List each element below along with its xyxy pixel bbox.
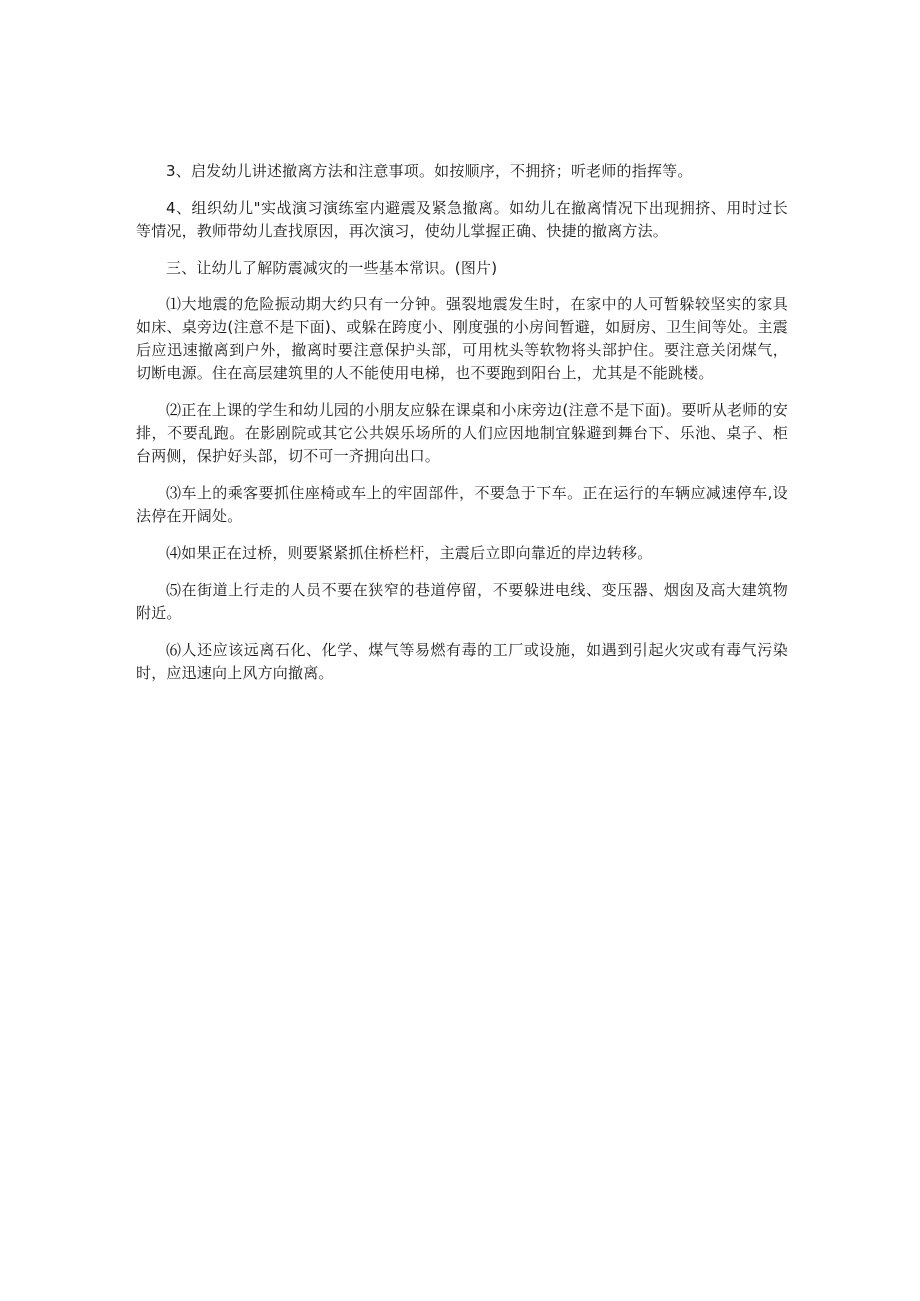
paragraph-item-6: ⑹人还应该远离石化、化学、煤气等易燃有毒的工厂或设施，如遇到引起火灾或有毒气污染时，应迅速向上风方向撤离。 [136, 641, 788, 682]
paragraph-item-4: ⑷如果正在过桥，则要紧紧抓住桥栏杆，主震后立即向靠近的岸边转移。 [166, 544, 653, 562]
paragraph-item-3: ⑶车上的乘客要抓住座椅或车上的牢固部件，不要急于下车。正在运行的车辆应减速停车,设法停在开阔处。 [136, 484, 788, 525]
paragraph-item-1: ⑴大地震的危险振动期大约只有一分钟。强裂地震发生时，在家中的人可暂躲较坚实的家具如床、桌旁边(注意不是下面)、或躲在跨度小、刚度强的小房间暂避，如厨房、卫生间等处。主震后应迅速撤离到户外，撤离时要注意保护头部，可用枕头等软物将头部护住。要注意关闭煤气，切断电源。住在高层建筑里的人不能使用电梯，也不要跑到阳台上，尤其是不能跳楼。 [136, 295, 788, 382]
section-heading: 三、让幼儿了解防震减灾的一些基本常识。(图片) [166, 259, 498, 277]
document-body [136, 160, 788, 699]
paragraph-step-4: 4、组织幼儿"实战演习演练室内避震及紧急撤离。如幼儿在撤离情况下出现拥挤、用时过长等情况，教师带幼儿查找原因，再次演习，使幼儿掌握正确、快捷的撤离方法。 [136, 199, 788, 240]
paragraph-item-5: ⑸在街道上行走的人员不要在狭窄的巷道停留，不要躲进电线、变压器、烟囱及高大建筑物附近。 [136, 581, 788, 622]
paragraph-step-3: 3、启发幼儿讲述撤离方法和注意事项。如按顺序，不拥挤；听老师的指挥等。 [166, 162, 693, 180]
paragraph-item-2: ⑵正在上课的学生和幼儿园的小朋友应躲在课桌和小床旁边(注意不是下面)。要听从老师的安排，不要乱跑。在影剧院或其它公共娱乐场所的人们应因地制宜躲避到舞台下、乐池、桌子、柜台两侧，保护好头部，切不可一齐拥向出口。 [136, 401, 788, 465]
